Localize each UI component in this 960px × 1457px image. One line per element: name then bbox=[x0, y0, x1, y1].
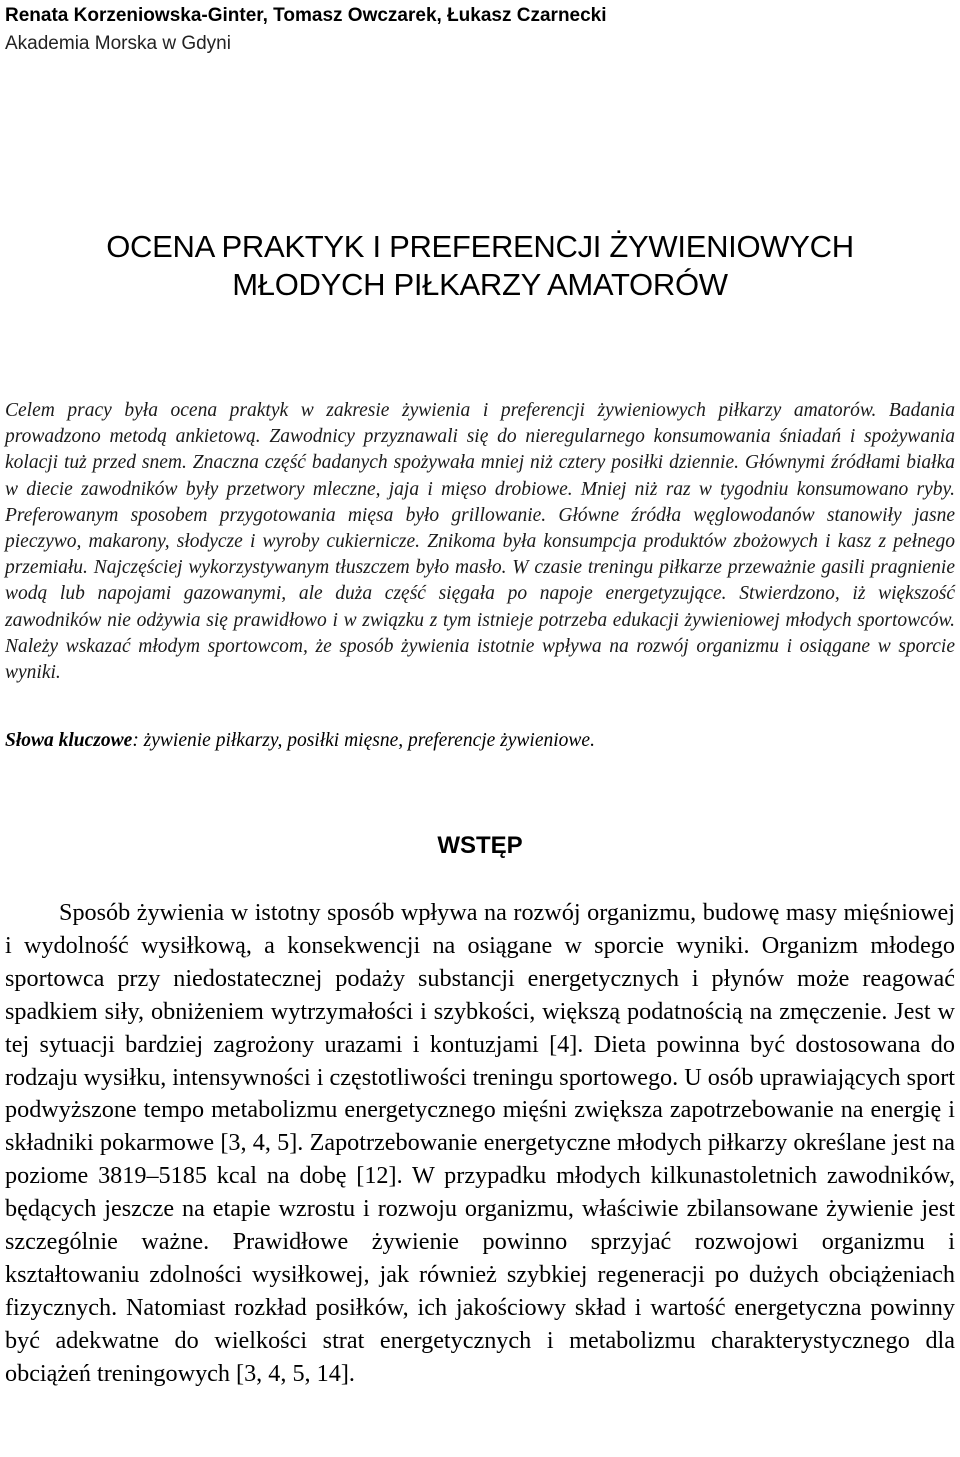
keywords-label: Słowa kluczowe bbox=[5, 730, 133, 751]
title-line-2: MŁODYCH PIŁKARZY AMATORÓW bbox=[232, 267, 728, 302]
section-heading-introduction: WSTĘP bbox=[437, 832, 523, 859]
intro-paragraph: Sposób żywienia w istotny sposób wpływa na rozwój organizmu, budowę masy mięśniowej i wydolność wysiłkową, a konsekwencji na osiągane w sporcie wyniki. Organizm młodego sportowca przy niedostatecznej podaży substancji energetycznych i płynów może reagować spadkiem siły, obniżeniem wytrzymałości i szybkości, większą podatnością na zmęczenie. Jest w tej sytuacji bardziej zagrożony urazami i kontuzjami [4]. Dieta powinna być dostosowana do rodzaju wysiłku, intensywności i częstotliwości treningu sportowego. U osób uprawiających sport podwyższone tempo metabolizmu energetycznego mięśni zwiększa zapotrzebowanie na energię i składniki pokarmowe [3, 4, 5]. Zapotrzebowanie energetyczne młodych piłkarzy określane jest na poziome 3819–5185 kcal na dobę [12]. W przypadku młodych kilkunastoletnich zawodników, będących jeszcze na etapie wzrostu i rozwoju organizmu, właściwie zbilansowane żywienie jest szczególnie ważne. Prawidłowe żywienie powinno sprzyjać rozwojowi organizmu i kształtowaniu zdolności wysiłkowej, jak również szybkiej regeneracji po dużych obciążeniach fizycznych. Natomiast rozkład posiłków, ich jakościowy skład i wartość energetyczna powinny być adekwatne do wielkości strat energetycznych i metabolizmu charakterystycznego dla obciążeń treningowych [3, 4, 5, 14]. bbox=[5, 899, 955, 1387]
keywords-line bbox=[5, 728, 955, 754]
authors-line: Renata Korzeniowska-Ginter, Tomasz Owczarek, Łukasz Czarnecki bbox=[5, 5, 607, 26]
abstract-paragraph: Celem pracy była ocena praktyk w zakresie żywienia i preferencji żywieniowych piłkarzy amatorów. Badania prowadzono metodą ankietową. Zawodnicy przyznawali się do nieregularnego konsumowania śniadań i spożywania kolacji tuż przed snem. Znaczna część badanych spożywała mniej niż cztery posiłki dziennie. Głównymi źródłami białka w diecie zawodników były przetwory mleczne, jaja i mięso drobiowe. Mniej niż raz w tygodniu konsumowano ryby. Preferowanym sposobem przygotowania mięsa było grillowanie. Główne źródła węglowodanów stanowiły jasne pieczywo, makarony, słodycze i wyroby cukiernicze. Znikoma była konsumpcja produktów zbożowych i kasz z pełnego przemiału. Najczęściej wykorzystywanym tłuszczem było masło. W czasie treningu piłkarze przeważnie gasili pragnienie wodą lub napojami gazowanymi, ale duża część sięgała po napoje energetyzujące. Stwierdzono, iż większość zawodników nie odżywia się prawidłowo i w związku z tym istnieje potrzeba edukacji żywieniowej młodych sportowców. Należy wskazać młodym sportowcom, że sposób żywienia istotnie wpływa na rozwój organizmu i osiągane w sporcie wyniki. bbox=[5, 400, 955, 684]
affiliation-line: Akademia Morska w Gdyni bbox=[5, 33, 231, 54]
title-line-1: OCENA PRAKTYK I PREFERENCJI ŻYWIENIOWYCH bbox=[106, 229, 854, 264]
paper-title bbox=[5, 228, 955, 304]
keywords-text: : żywienie piłkarzy, posiłki mięsne, preferencje żywieniowe. bbox=[132, 730, 595, 751]
